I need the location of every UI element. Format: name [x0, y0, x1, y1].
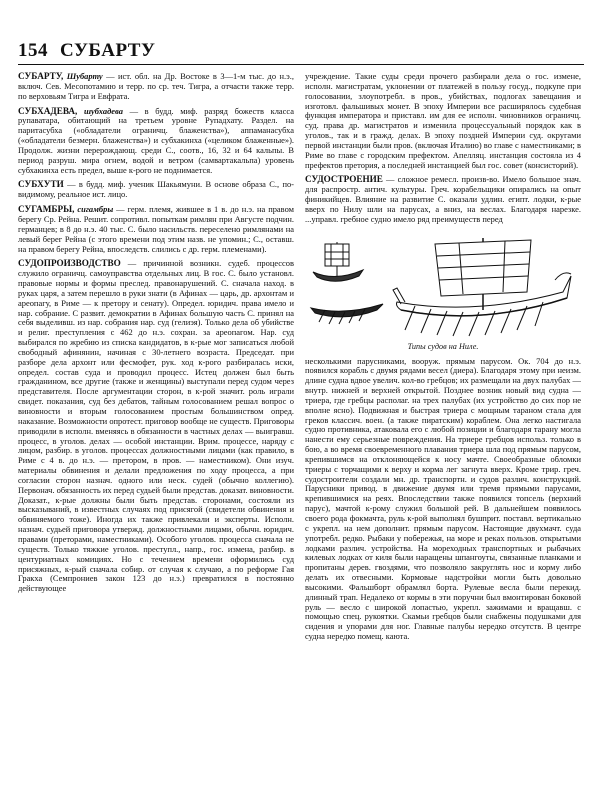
entry-sugambry: [18, 205, 294, 254]
rowboat-icon: [311, 304, 383, 324]
ships-drawing: [305, 230, 581, 340]
entry-text: — в будд. миф. разряд божеств класса рупаватара, обитающий на третьем уровне Рупадхату. Раздел. на паритасубха («обладатели ограничц. блаженства»), аппаманасубха («обладатели безмерн. блаженства») и субхакинха («целиком блаженные»). Продолж. жизни перерождающ. среди С., соотв., 16, 32 и 64 кальпы. В период разруш. мира огнем, водой и ветром (самвартакальпа) уровень субхакинха есть предел, выше к-рого не поднимается.: [18, 105, 294, 175]
entry-text: — ист. обл. на Др. Востоке в 3—1-м тыс. до н.э., включ. Сев. Месопотамию и терр. по ср. теч. Тигра, а отчасти также терр. по верховьям Тигра и Евфрата.: [18, 72, 294, 101]
nile-ships-illustration: [305, 230, 581, 340]
headword: СУБАРТУ,: [18, 72, 64, 81]
figure-caption: Типы судов на Ниле.: [407, 341, 479, 351]
entry-text: — герм. племя, жившее в 1 в. до н.э. на правом берегу Ср. Рейна. Решит. сопротивл. попыткам римлян при Августе подчин. германцев; в 8 до н.э. 40 тыс. С. было насильств. переселено римлянами на левый берег Рейна (с этого времени под этим назв. не упомин.; С., оставш. на правом берегу Рейна, впоследств. слились с др. герм. племенами).: [18, 204, 294, 254]
headword: СУДОПРОИЗВОДСТВО: [18, 258, 121, 269]
entry-subkhuti: [18, 180, 294, 200]
entry-text-continued: несколькими парусниками, вооруж. прямым парусом. Ок. 704 до н.э. появился корабль с двумя рядами весел (диера). Благодаря этому при неизм. длине судна вдвое увелич. кол-во гребцов; их размещали на двух палубах — внутр. нижней и верхней открытой. Позднее возник новый вид судна — триера, где гребцы располаг. на трех палубах (их устройство до сих пор не вполне ясно). Подвижная и быстрая триера с мощным тараном стала для греков классич. воен. (а также пиратским) кораблем. Она легко настигала судно противника, атаковала его с любой позиции и благодаря тарану могла нанести ему серьезные повреждения. На триере гребцов использ. только в бою, а во время своевременного плавания триера шла под прямым парусом, крепившимся на отклоняющейся к носу мачте. Своеобразные обломки триеры с торчащими к верху и корма лег загнута вверх. Кроме трир. греч. судостроители создали мн. др. транспортн. и судов различ. конструкций. Парусники привод. в движение двумя или тремя прямыми парусами, крепившимися на реях. Впоследствии также появился топсель (верхний парус), мачтой к-рому служил большой рей. В дальнейшем появилось своего рода фокмачта, руль к-рой выполнял бушприт. поставл. вертикально с укрепл. на нем дополнит. прямым парусом. Настоящие двухмачт. суда употребл. редко. Рыбаки у побережья, на море и реках пользов. открытыми лодками различ. устройства. На мореходных транспортных и рыбачьих килевых лодках от киля были наращены шпангоуты, связанные планками и пропитаны дерев. гвоздями, что позволяло закруглять нос и корму либо делать их отвесными. Кормовые надстройки могли быть довольно высокими. Фальшборт обрамлял борта. Рулевые весла были перекид. длинный трап. Недалеко от кормы в эти поручни был вмонтирован боковой руль — весло с широкой лопастью, укрепл. зажимами и вращавш. с помощью спец. рукоятки. Скамьи гребцов были снабжены подушками для сидения и упорами для ног. Главные палубы нередко отсутств. В центре судна нередко помещ. каюта.: [305, 355, 581, 642]
right-column: [305, 72, 581, 782]
headword: СУБХАДЕВА,: [18, 105, 78, 116]
entry-subartu: [18, 72, 294, 102]
running-header: [18, 40, 584, 65]
variant: сигамбры: [77, 204, 114, 215]
small-sailboat-icon: [313, 242, 363, 281]
entry-sudostroenie: [305, 175, 581, 224]
running-title: СУБАРТУ: [60, 40, 156, 61]
entry-text: — сложное ремесл. произв-во. Имело большое знач. для распростр. антич. культуры. Греч. корабельщики опирались на опыт финикийцев. Влияние на развитие С. оказали удлин. египт. лодки, к-рые вверх по Нилу шли на парусах, а вниз, на веслах. Благодаря нарезке. ...управл. гребное судно имело ряд преимуществ перед: [305, 174, 581, 224]
variant: шубхадева: [83, 105, 123, 116]
headword: СУБХУТИ: [18, 179, 64, 190]
headword: СУДОСТРОЕНИЕ: [305, 174, 383, 185]
variant: Шубарту: [66, 72, 103, 81]
page-number: 154: [18, 40, 48, 61]
entry-sudoproizvodstvo: [18, 259, 294, 594]
headword: СУГАМБРЫ,: [18, 204, 75, 215]
large-ship-icon: [393, 238, 571, 336]
continued-text: учреждение. Такие суды среди прочего разбирали дела о гос. измене, исполн. магистратам, уклонении от платежей в пользу госуд., подкупе при голосовании, злоупотребл. в пров., убийствах, подлогах завещания и изготовл. фальшивых монет. В эпоху Империи все расширялось судебная функция императора и приставл. им для ее исполн. чиновников ограничц. суд. права др. магистратов и изменила процессуальный порядок как в уголов., так и в гражд. делах. В эпоху поздней Империи суд. округами первой инстанции были пров. (включая Италию) во главе с наместниками; в Риме во главе с городским префектом. Апелляц. инстанция состояла из 4 префектов претория, а последней инстанцией был гос. совет (консисторий).: [305, 72, 581, 170]
entry-text: — причинной возникн. судеб. процессов служило ограничц. самоуправства отдельных лиц. В гос. С. было установл. правовые нормы и формы преслед. правонарушений. С. сначала наход. в руках царя, а затем перешло в руки знати (в Афинах — царь, др. архонтам и ареопагу, в Риме — к претору и сенату). Определ. юридич. права имело и нар. собрание. С развит. демократии в Афинах большую часть С. принял на себя выделивш. из нар. собрания нар. суд (гелиэя). Только дела об убийстве и религ. преступления с 462 до н.э. сохран. за ареопагом. Нар. суд выбирался по жребию из списка кандидатов, в к-рые мог записаться любой свободный афинянин, начиная с 30-летнего возраста. Председат. при разборе дела архонт или фесмофет, рук. ход к-рого разбиралась иски, определ. состав суда и проводил процесс. Истец должен был быть гражданином, все другие (также и женщины) выступали перед судом через представителя. После аргументации сторон, в к-рой значит. роль играли свидет. показания, суд без дебатов, тайным голосованием решал вопрос о виновности и вторым голосованием простым большинством опред. наказание. Возможности опротест. приговор вообще не существ. Приговоры приводили в исполн. вменяясь в обязанности в частных делах — выигравш. процесс, в уголов. делах — особой инстанции. Врим. процессе, наряду с лицом, разбир. в уголов. процессах должностными лицами (как правило, в Риме с 4 в. до н.э. — претором, в пров. — наместником). Они изуч. материалы обвинения и делали предложения по ходу процесса, а при согласии сторон назнач. одного или неск. судей (обычно коллегию). Первонач. обязанность их перед судьей были представ. доказат. виновности. Доказат., к-рые должны были быть представ. сторонами, состояли из высказываний, в известных случаях под присягой (свидетели обвинения и обвиняемого тоже). Иногда их также привлекали и эксперты. Исполн. назнач. судьей приговора утвержд. должностными лицами, обычн. юридич. правами (преторами, наместниками). Особого уголов. процесса сначала не существ. Только тяжкие уголов. преступл., напр., гос. измена, разбир. в центуриатных комициях. Но с течением времени оформились суд присяжных, к-рый сначала собир. от случая к случаю, а по реформе Гая Гракха (Семпрониев закон 123 до н.э.) превратился в постоянно действующее: [18, 258, 294, 594]
entry-subkhadeva: [18, 107, 294, 176]
entry-text: — в будд. миф. ученик Шакьямуни. В основе образа С., по-видимому, реальное ист. лицо.: [18, 179, 294, 200]
left-column: [18, 72, 294, 782]
